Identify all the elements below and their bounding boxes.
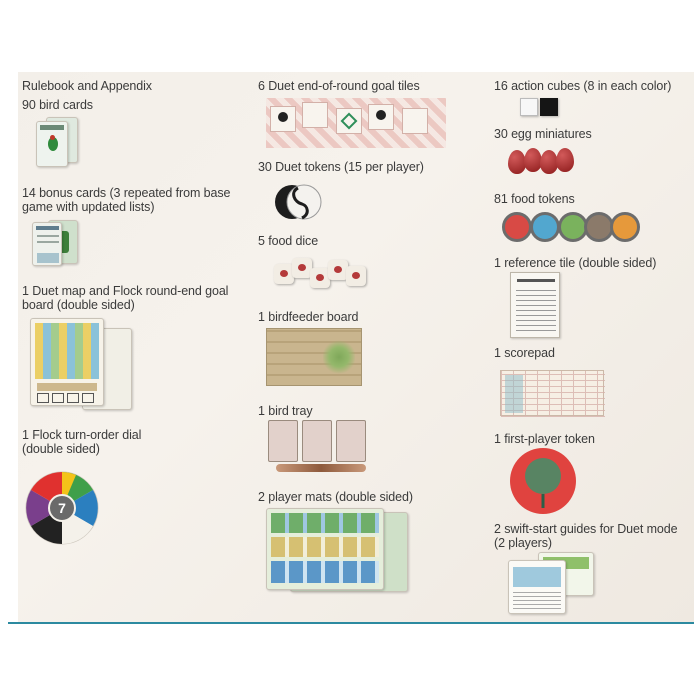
label-action-cubes: 16 action cubes (8 in each color) xyxy=(494,79,672,93)
label-swift-start-1: 2 swift-start guides for Duet mode xyxy=(494,522,678,536)
label-duet-map-2: board (double sided) xyxy=(22,298,135,312)
food-dice-image xyxy=(270,254,374,298)
reference-tile-image xyxy=(510,272,560,338)
label-duet-map-1: 1 Duet map and Flock round-end goal xyxy=(22,284,229,298)
action-cubes-image xyxy=(512,96,562,120)
divider-line xyxy=(8,622,694,624)
bonus-cards-image xyxy=(30,220,84,268)
scorepad-image xyxy=(500,370,604,416)
label-first-player: 1 first-player token xyxy=(494,432,595,446)
label-bird-cards: 90 bird cards xyxy=(22,98,93,112)
label-flock-dial-1: 1 Flock turn-order dial xyxy=(22,428,142,442)
swift-start-guides-image xyxy=(508,552,596,616)
duet-map-image xyxy=(30,318,136,414)
label-food-tokens: 81 food tokens xyxy=(494,192,575,206)
label-duet-tokens: 30 Duet tokens (15 per player) xyxy=(258,160,424,174)
label-bonus-cards-2: game with updated lists) xyxy=(22,200,155,214)
label-goal-tiles: 6 Duet end-of-round goal tiles xyxy=(258,79,420,93)
goal-tiles-image xyxy=(266,98,446,150)
label-bonus-cards-1: 14 bonus cards (3 repeated from base xyxy=(22,186,231,200)
dial-center-number: 7 xyxy=(58,500,66,516)
label-swift-start-2: (2 players) xyxy=(494,536,552,550)
label-rulebook: Rulebook and Appendix xyxy=(22,79,152,93)
bird-cards-image xyxy=(30,117,82,167)
bird-tray-image xyxy=(266,420,376,476)
food-tokens-image xyxy=(500,210,644,246)
label-flock-dial-2: (double sided) xyxy=(22,442,100,456)
player-mats-image xyxy=(266,508,410,598)
duet-tokens-image xyxy=(272,182,324,222)
label-birdfeeder: 1 birdfeeder board xyxy=(258,310,359,324)
label-player-mats: 2 player mats (double sided) xyxy=(258,490,413,504)
label-food-dice: 5 food dice xyxy=(258,234,319,248)
label-eggs: 30 egg miniatures xyxy=(494,127,592,141)
birdfeeder-image xyxy=(266,328,362,386)
label-reference-tile: 1 reference tile (double sided) xyxy=(494,256,657,270)
label-bird-tray: 1 bird tray xyxy=(258,404,313,418)
eggs-image xyxy=(506,146,580,180)
label-scorepad: 1 scorepad xyxy=(494,346,555,360)
flock-dial-image xyxy=(24,470,100,546)
first-player-token-image xyxy=(508,446,578,516)
